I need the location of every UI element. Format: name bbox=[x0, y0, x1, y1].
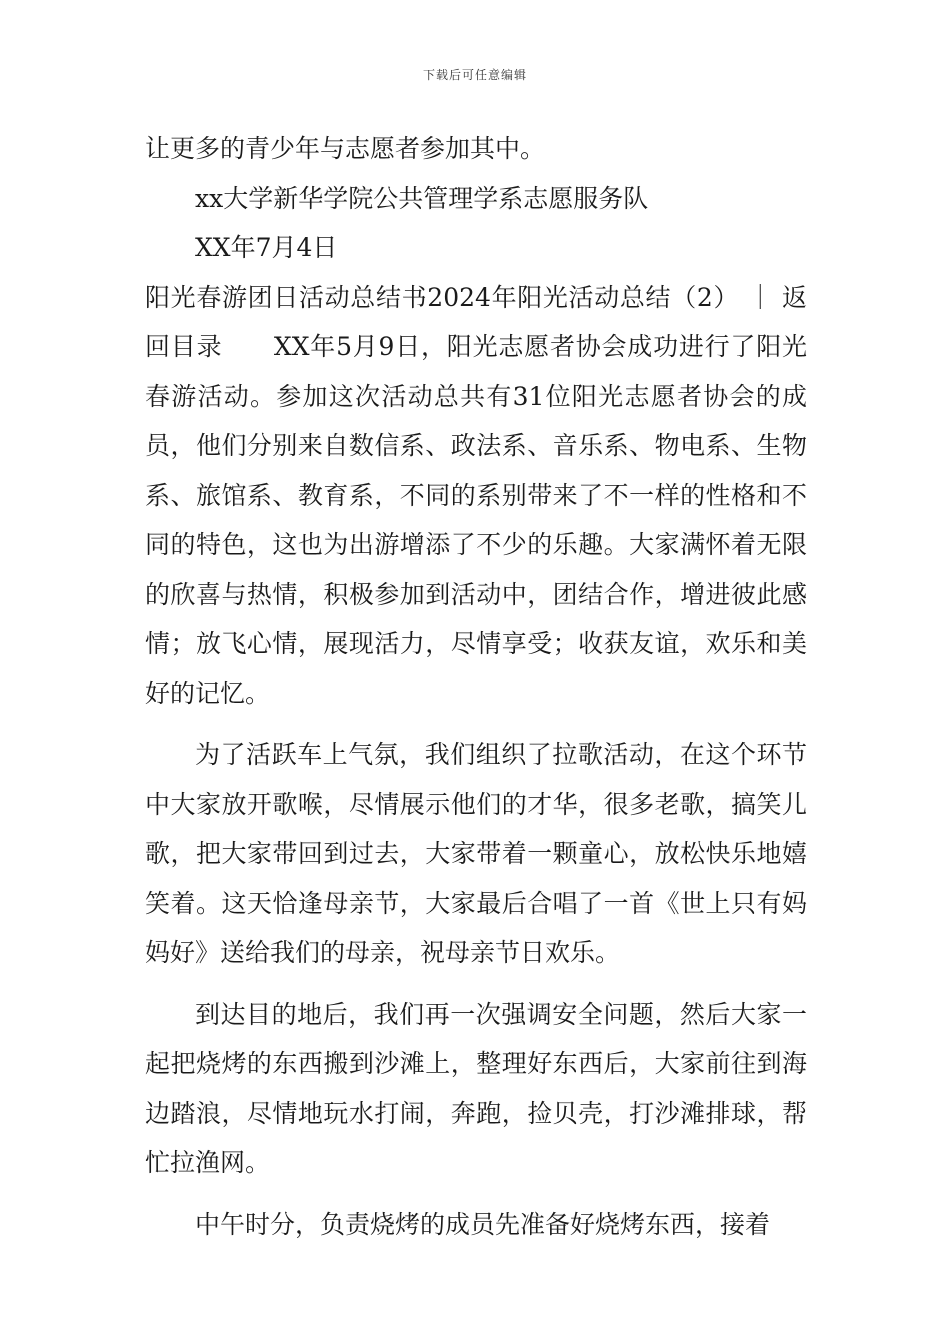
document-body bbox=[145, 124, 807, 1249]
paragraph-summary-intro: 阳光春游团日活动总结书2024年阳光活动总结（2） ｜ 返回目录 XX年5月9日，阳光志愿者协会成功进行了阳光春游活动。参加这次活动总共有31位阳光志愿者协会的成员，他们分别来自数信系、政法系、音乐系、物电系、生物系、旅馆系、教育系，不同的系别带来了不一样的性格和不同的特色，这也为出游增添了不少的乐趣。大家满怀着无限的欣喜与热情，积极参加到活动中，团结合作，增进彼此感情；放飞心情，展现活力，尽情享受；收获友谊，欢乐和美好的记忆。 bbox=[145, 282, 807, 708]
page-header: 下载后可任意编辑 bbox=[422, 68, 527, 82]
paragraph-barbecue: 中午时分，负责烧烤的成员先准备好烧烤东西，接着 bbox=[195, 1209, 771, 1239]
paragraph-singing: 为了活跃车上气氛，我们组织了拉歌活动，在这个环节中大家放开歌喉，尽情展示他们的才华，很多老歌，搞笑儿歌，把大家带回到过去，大家带着一颗童心，放松快乐地嬉笑着。这天恰逢母亲节，大家最后合唱了一首《世上只有妈妈好》送给我们的母亲，祝母亲节日欢乐。 bbox=[145, 740, 807, 967]
signature-date: XX年7月4日 bbox=[195, 233, 338, 262]
signature-organization: xx大学新华学院公共管理学系志愿服务队 bbox=[195, 183, 649, 213]
paragraph-continuation: 让更多的青少年与志愿者参加其中。 bbox=[145, 134, 546, 163]
paragraph-beach: 到达目的地后，我们再一次强调安全问题，然后大家一起把烧烤的东西搬到沙滩上，整理好东西后，大家前往到海边踏浪，尽情地玩水打闹，奔跑，捡贝壳，打沙滩排球，帮忙拉渔网。 bbox=[145, 999, 807, 1177]
